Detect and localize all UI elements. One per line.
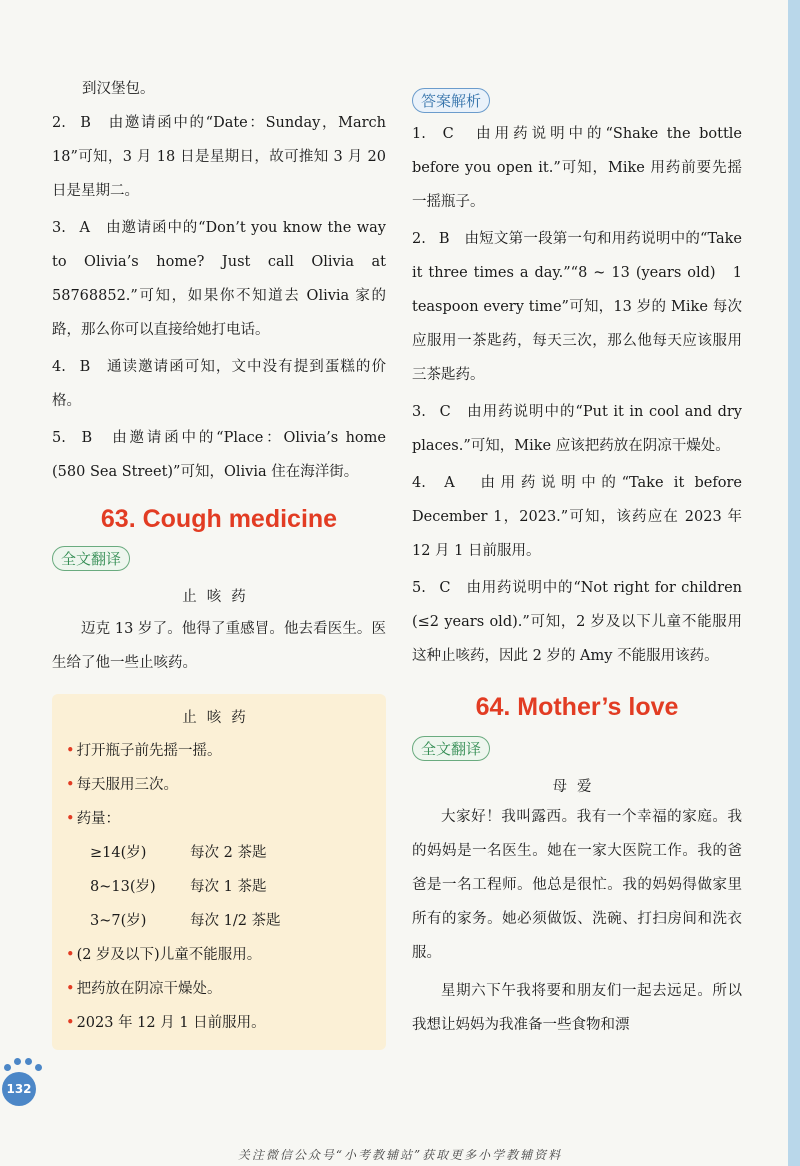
medicine-instructions-box bbox=[52, 694, 386, 1050]
left-column bbox=[52, 76, 386, 1050]
page-edge-band bbox=[788, 0, 800, 1166]
paw-icon-dot bbox=[4, 1064, 11, 1071]
box-item: • 每天服用三次。 bbox=[66, 777, 179, 793]
section-64-paragraph-2: 星期六下午我将要和朋友们一起去远足。所以我想让妈妈为我准备一些食物和漂 bbox=[412, 983, 742, 1033]
page-number-badge: 132 bbox=[2, 1072, 36, 1106]
section-63-subtitle: 止咳药 bbox=[182, 589, 256, 605]
bullet-dot: • bbox=[66, 947, 75, 963]
answer-3: 3. A 由邀请函中的“Don’t you know the way to Olivia’s home? Just call Olivia at 58768852.”可知，如果你不知道去 Olivia 家的路，那么你可以直接给她打电话。 bbox=[52, 220, 386, 338]
translation-tag: 全文翻译 bbox=[412, 736, 490, 761]
section-64-title: 64. Mother’s love bbox=[475, 693, 679, 721]
answer-3: 3. C 由用药说明中的“Put it in cool and dry places.”可知，Mike 应该把药放在阴凉干燥处。 bbox=[412, 404, 743, 454]
answer-4: 4. A 由用药说明中的“Take it before December 1，2023.”可知，该药应在 2023 年 12 月 1 日前服用。 bbox=[412, 475, 742, 559]
box-item: • 2023 年 12 月 1 日前服用。 bbox=[66, 1015, 266, 1031]
box-item: • 打开瓶子前先摇一摇。 bbox=[66, 743, 222, 759]
bullet-dot: • bbox=[66, 743, 75, 759]
translation-tag: 全文翻译 bbox=[52, 546, 130, 571]
footer-watermark: 关注微信公众号“小考教辅站”获取更多小学教辅资料 bbox=[237, 1148, 563, 1162]
answer-2: 2. B 由邀请函中的“Date：Sunday，March 18”可知，3 月 18 日是星期日，故可推知 3 月 20 日是星期二。 bbox=[52, 115, 386, 199]
paw-icon-dot bbox=[25, 1058, 32, 1065]
dose-row: 8~13(岁) 每次 1 茶匙 bbox=[90, 879, 267, 895]
section-64-subtitle: 母爱 bbox=[552, 779, 602, 795]
answer-4: 4. B 通读邀请函可知，文中没有提到蛋糕的价格。 bbox=[52, 359, 386, 409]
section-64-paragraph-1: 大家好！我叫露西。我有一个幸福的家庭。我的妈妈是一名医生。她在一家大医院工作。我的爸爸是一名工程师。他总是很忙。我的妈妈得做家里所有的家务。她必须做饭、洗碗、打扫房间和洗衣服。 bbox=[412, 809, 742, 961]
answer-2: 2. B 由短文第一段第一句和用药说明中的“Take it three times a day.”“8 ~ 13 (years old) 1 teaspoon every time”可知，13 岁的 Mike 每次应服用一茶匙药，每天三次，那么他每天应该服用三茶匙药。 bbox=[412, 231, 743, 383]
answer-analysis-tag: 答案解析 bbox=[412, 88, 490, 113]
dose-row: 3~7(岁) 每次 1/2 茶匙 bbox=[90, 913, 281, 929]
box-item: • (2 岁及以下)儿童不能服用。 bbox=[66, 947, 262, 963]
answer-5: 5. C 由用药说明中的“Not right for children (≤2 years old).”可知，2 岁及以下儿童不能服用这种止咳药，因此 2 岁的 Amy 不能服用该药。 bbox=[412, 580, 742, 664]
paw-icon-dot bbox=[14, 1058, 21, 1065]
bullet-dot: • bbox=[66, 811, 75, 827]
right-column bbox=[412, 88, 742, 1042]
dose-row: ≥14(岁) 每次 2 茶匙 bbox=[90, 845, 267, 861]
box-item: • 药量： bbox=[66, 811, 121, 827]
section-63-paragraph: 迈克 13 岁了。他得了重感冒。他去看医生。医生给了他一些止咳药。 bbox=[52, 621, 386, 671]
box-title: 止咳药 bbox=[182, 710, 256, 726]
paw-icon-dot bbox=[35, 1064, 42, 1071]
answer-5: 5. B 由邀请函中的“Place：Olivia’s home (580 Sea Street)”可知，Olivia 住在海洋街。 bbox=[52, 430, 386, 480]
bullet-dot: • bbox=[66, 777, 75, 793]
box-item: • 把药放在阴凉干燥处。 bbox=[66, 981, 222, 997]
answer-continued-line: 到汉堡包。 bbox=[82, 81, 155, 97]
section-63-title: 63. Cough medicine bbox=[100, 505, 338, 533]
answer-1: 1. C 由用药说明中的“Shake the bottle before you open it.”可知，Mike 用药前要先摇一摇瓶子。 bbox=[412, 126, 743, 210]
bullet-dot: • bbox=[66, 981, 75, 997]
bullet-dot: • bbox=[66, 1015, 75, 1031]
